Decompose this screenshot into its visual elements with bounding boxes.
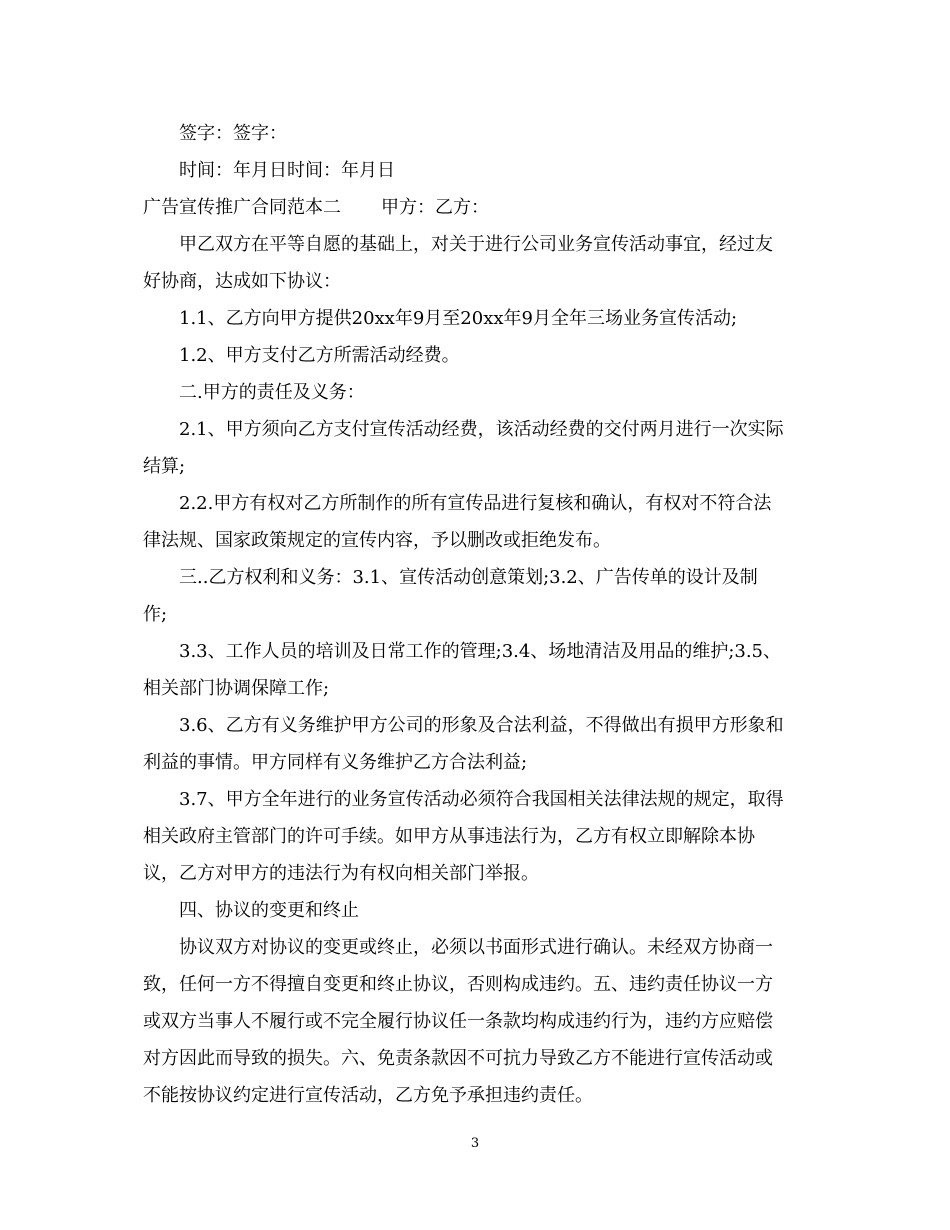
- clause-3-6: 3.6、乙方有义务维护甲方公司的形象及合法利益，不得做出有损甲方形象和: [179, 715, 784, 736]
- paragraph-line: 相关政府主管部门的许可手续。如甲方从事违法行为，乙方有权立即解除本协: [143, 826, 755, 847]
- signature-line: 签字：签字：: [179, 123, 287, 144]
- clause-1-2: 1.2、甲方支付乙方所需活动经费。: [179, 345, 460, 366]
- paragraph-line: 律法规、国家政策规定的宣传内容，予以删改或拒绝发布。: [143, 530, 611, 551]
- paragraph-line: 结算;: [143, 456, 186, 477]
- clause-2-1: 2.1、甲方须向乙方支付宣传活动经费，该活动经费的交付两月进行一次实际: [179, 419, 784, 440]
- paragraph-line: 相关部门协调保障工作;: [143, 678, 330, 699]
- paragraph-line: 或双方当事人不履行或不完全履行协议任一条款均构成违约行为，违约方应赔偿: [143, 1011, 773, 1032]
- clause-1-1: 1.1、乙方向甲方提供20xx年9月至20xx年9月全年三场业务宣传活动;: [179, 308, 738, 329]
- document-body: [143, 115, 808, 1114]
- paragraph-line: 利益的事情。甲方同样有义务维护乙方合法利益;: [143, 752, 528, 773]
- title-parties-line: [143, 189, 808, 226]
- paragraph-line: 协议双方对协议的变更或终止，必须以书面形式进行确认。未经双方协商一: [179, 937, 773, 958]
- clause-3-7: 3.7、甲方全年进行的业务宣传活动必须符合我国相关法律法规的规定，取得: [179, 789, 784, 810]
- paragraph-line: 议，乙方对甲方的违法行为有权向相关部门举报。: [143, 863, 539, 884]
- paragraph-line: 作;: [143, 604, 168, 625]
- page-number: 3: [470, 1136, 480, 1151]
- section-heading-4: 四、协议的变更和终止: [179, 900, 359, 921]
- clause-2-2: 2.2.甲方有权对乙方所制作的所有宣传品进行复核和确认，有权对不符合法: [179, 493, 772, 514]
- paragraph-line: 不能按协议约定进行宣传活动，乙方免予承担违约责任。: [143, 1085, 593, 1106]
- paragraph-line: 对方因此而导致的损失。六、免责条款因不可抗力导致乙方不能进行宣传活动或: [143, 1048, 773, 1069]
- paragraph-line: 致，任何一方不得擅自变更和终止协议，否则构成违约。五、违约责任协议一方: [143, 974, 773, 995]
- section-heading-2: 二.甲方的责任及义务：: [179, 382, 365, 403]
- contract-title: 广告宣传推广合同范本二: [143, 197, 341, 218]
- section-heading-3: 三..乙方权利和义务：3.1、宣传活动创意策划;3.2、广告传单的设计及制: [179, 567, 758, 588]
- parties-label: 甲方：乙方：: [381, 197, 489, 218]
- date-line: 时间：年月日时间：年月日: [179, 160, 395, 181]
- paragraph-line: 好协商，达成如下协议：: [143, 271, 341, 292]
- paragraph-line: 甲乙双方在平等自愿的基础上，对关于进行公司业务宣传活动事宜，经过友: [179, 234, 773, 255]
- clause-3-3: 3.3、工作人员的培训及日常工作的管理;3.4、场地清洁及用品的维护;3.5、: [179, 641, 782, 662]
